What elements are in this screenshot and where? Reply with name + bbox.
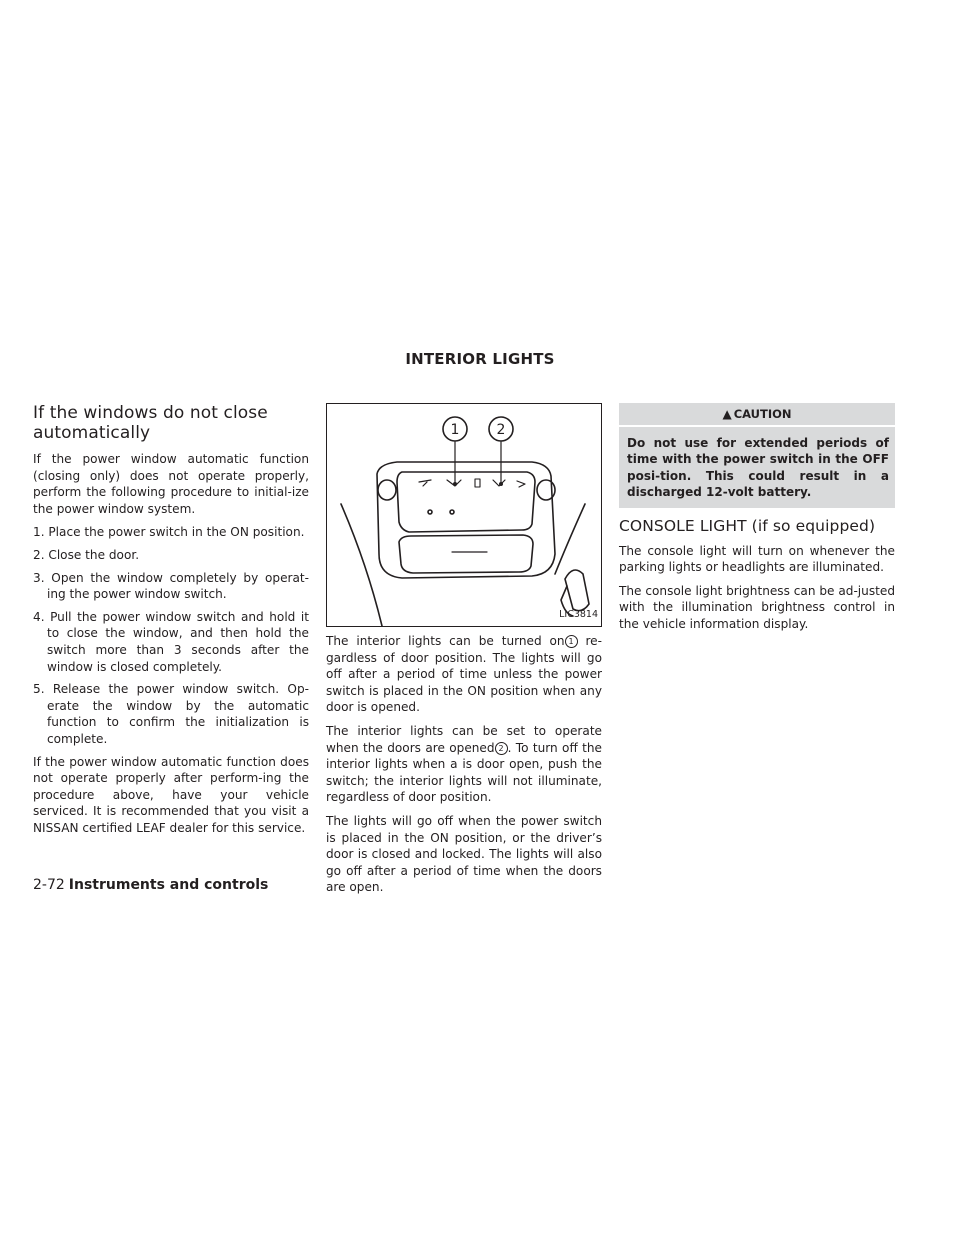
warning-icon: ▲ xyxy=(722,407,732,421)
console-p1: The console light will turn on whenever the parking lights or headlights are illuminated. xyxy=(619,543,895,575)
marker-1: 1 xyxy=(565,635,578,648)
interior-p1-after: re-gardless of door position. The lights will go off after a period of time unless the power switch is placed in the ON position when any door is opened. xyxy=(326,634,602,715)
caution-box xyxy=(619,403,895,508)
console-p2: The console light brightness can be ad-justed with the illumination brightness control in the vehicle information display. xyxy=(619,583,895,631)
interior-p2-after: . To turn off the interior lights when a is door open, push the switch; the interior lights will not illuminate, regardless of door position. xyxy=(326,740,602,805)
step-3: 3. Open the window completely by operat-ing the power window switch. xyxy=(33,570,309,602)
caution-text: Do not use for extended periods of time with the power switch in the OFF posi-tion. This could result in a discharged 12-volt battery. xyxy=(627,436,889,500)
interior-light-figure xyxy=(326,403,602,627)
windows-closing: If the power window automatic function does not operate properly after perform-ing the procedure above, have your vehicle serviced. It is recommended that you visit a NISSAN certified LEAF dealer for this service. xyxy=(33,754,309,835)
overhead-console-illustration xyxy=(327,404,601,626)
left-column xyxy=(33,403,309,843)
callout-1: 1 xyxy=(450,422,460,438)
interior-p3: The lights will go off when the power switch is placed in the ON position, or the driver’s door is closed and locked. The lights will also go off after a period of time when the doors are open. xyxy=(326,813,602,895)
interior-p2-before: The interior lights can be set to operate when the doors are opened xyxy=(326,723,602,755)
caution-title-text: CAUTION xyxy=(733,407,792,421)
step-1: 1. Place the power switch in the ON position. xyxy=(33,525,305,540)
right-column xyxy=(619,403,895,640)
step-4: 4. Pull the power window switch and hold it to close the window, and then hold the switch more than 3 seconds after the window is closed completely. xyxy=(33,609,309,674)
middle-column xyxy=(326,403,602,903)
interior-p1-before: The interior lights can be turned on xyxy=(326,634,565,648)
page-footer xyxy=(33,877,268,893)
step-5: 5. Release the power window switch. Op-erate the window by the automatic function to confirm the initialization is complete. xyxy=(33,682,309,746)
console-light-heading: CONSOLE LIGHT (if so equipped) xyxy=(619,516,876,535)
figure-code: LIC3814 xyxy=(559,609,598,621)
chapter-title: Instruments and controls xyxy=(68,877,269,893)
caution-title xyxy=(619,403,895,427)
section-header: INTERIOR LIGHTS xyxy=(405,350,555,368)
step-2: 2. Close the door. xyxy=(33,547,140,562)
page-number: 2-72 xyxy=(33,877,65,893)
interior-p2 xyxy=(326,723,602,806)
windows-intro: If the power window automatic function (closing only) does not operate properly, perform the following procedure to initial-ize the power window system. xyxy=(33,452,309,516)
marker-2: 2 xyxy=(495,742,508,755)
callout-2: 2 xyxy=(496,422,506,438)
interior-p1 xyxy=(326,633,602,716)
windows-heading: If the windows do not close automatically xyxy=(33,403,268,443)
